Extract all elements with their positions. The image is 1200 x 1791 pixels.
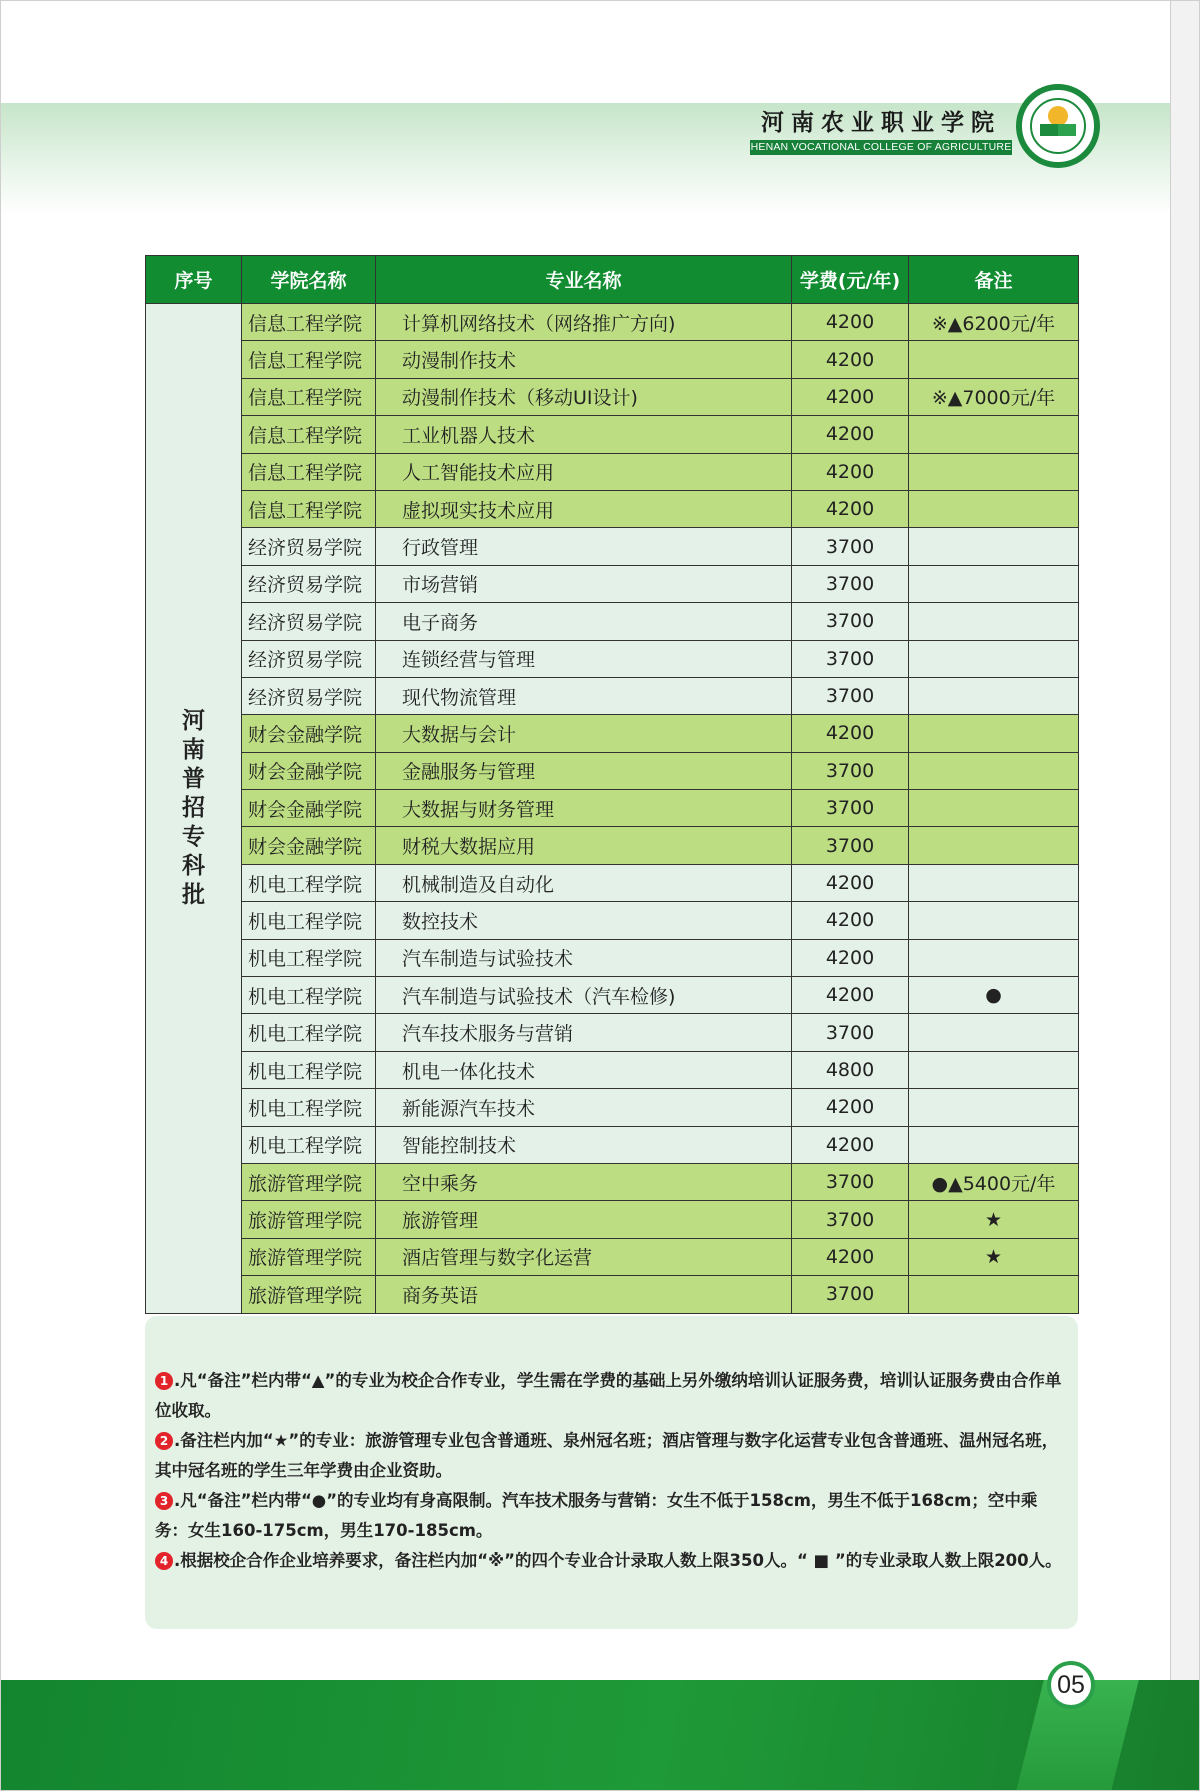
college-cell: 旅游管理学院 — [242, 1163, 376, 1200]
fee-cell: 3700 — [792, 1014, 909, 1051]
major-cell: 汽车制造与试验技术（汽车检修) — [376, 977, 792, 1014]
note-cell — [909, 1276, 1079, 1313]
table-row — [146, 827, 1079, 864]
fee-cell: 4200 — [792, 490, 909, 527]
note-cell: ●▲5400元/年 — [909, 1163, 1079, 1200]
college-cell: 机电工程学院 — [242, 977, 376, 1014]
note-item — [155, 1366, 1066, 1426]
college-cell: 信息工程学院 — [242, 304, 376, 341]
note-number-badge: 1 — [155, 1372, 173, 1390]
fee-cell: 4200 — [792, 378, 909, 415]
table-row — [146, 640, 1079, 677]
note-cell — [909, 603, 1079, 640]
major-cell: 市场营销 — [376, 565, 792, 602]
table-row — [146, 341, 1079, 378]
table-row — [146, 939, 1079, 976]
table-row — [146, 416, 1079, 453]
major-cell: 大数据与财务管理 — [376, 790, 792, 827]
page-edge-strip — [1170, 0, 1200, 1680]
batch-cell — [146, 304, 242, 1314]
major-cell: 财税大数据应用 — [376, 827, 792, 864]
note-cell — [909, 864, 1079, 901]
note-cell — [909, 416, 1079, 453]
fee-cell: 4800 — [792, 1051, 909, 1088]
college-cell: 机电工程学院 — [242, 1126, 376, 1163]
college-cell: 旅游管理学院 — [242, 1238, 376, 1275]
table-row — [146, 1238, 1079, 1275]
college-cell: 旅游管理学院 — [242, 1201, 376, 1238]
note-cell — [909, 341, 1079, 378]
college-cell: 机电工程学院 — [242, 1089, 376, 1126]
fee-cell: 3700 — [792, 528, 909, 565]
table-row — [146, 304, 1079, 341]
major-cell: 酒店管理与数字化运营 — [376, 1238, 792, 1275]
major-cell: 汽车技术服务与营销 — [376, 1014, 792, 1051]
college-name-en: HENAN VOCATIONAL COLLEGE OF AGRICULTURE — [750, 141, 1012, 153]
fee-cell: 4200 — [792, 1126, 909, 1163]
table-row — [146, 378, 1079, 415]
major-cell: 汽车制造与试验技术 — [376, 939, 792, 976]
note-cell — [909, 677, 1079, 714]
college-emblem-icon — [1016, 84, 1100, 168]
major-cell: 旅游管理 — [376, 1201, 792, 1238]
fee-cell: 4200 — [792, 939, 909, 976]
note-text: .凡“备注”栏内带“●”的专业均有身高限制。汽车技术服务与营销：女生不低于158cm，男生不低于168cm；空中乘务：女生160-175cm，男生170-185cm。 — [155, 1491, 1038, 1540]
notes-box — [145, 1316, 1078, 1629]
note-cell — [909, 453, 1079, 490]
table-row — [146, 677, 1079, 714]
table-row — [146, 528, 1079, 565]
table-row — [146, 977, 1079, 1014]
college-cell: 财会金融学院 — [242, 715, 376, 752]
college-cell: 信息工程学院 — [242, 378, 376, 415]
column-header: 专业名称 — [376, 256, 792, 304]
fee-cell: 3700 — [792, 1163, 909, 1200]
major-cell: 现代物流管理 — [376, 677, 792, 714]
note-cell: ★ — [909, 1238, 1079, 1275]
fee-cell: 3700 — [792, 603, 909, 640]
college-cell: 旅游管理学院 — [242, 1276, 376, 1313]
column-header: 学院名称 — [242, 256, 376, 304]
footer-band — [0, 1680, 1200, 1791]
major-cell: 计算机网络技术（网络推广方向) — [376, 304, 792, 341]
note-text: .凡“备注”栏内带“▲”的专业为校企合作专业，学生需在学费的基础上另外缴纳培训认证服务费，培训认证服务费由合作单位收取。 — [155, 1371, 1062, 1420]
fee-cell: 3700 — [792, 640, 909, 677]
table-row — [146, 1276, 1079, 1313]
major-cell: 智能控制技术 — [376, 1126, 792, 1163]
note-cell — [909, 565, 1079, 602]
college-cell: 财会金融学院 — [242, 790, 376, 827]
fee-cell: 4200 — [792, 453, 909, 490]
note-cell: ★ — [909, 1201, 1079, 1238]
table-row — [146, 790, 1079, 827]
note-cell — [909, 1089, 1079, 1126]
table-header-row — [146, 256, 1079, 304]
fee-cell: 3700 — [792, 790, 909, 827]
major-cell: 金融服务与管理 — [376, 752, 792, 789]
note-cell — [909, 490, 1079, 527]
college-cell: 机电工程学院 — [242, 864, 376, 901]
major-cell: 机械制造及自动化 — [376, 864, 792, 901]
note-number-badge: 2 — [155, 1432, 173, 1450]
fee-cell: 3700 — [792, 565, 909, 602]
table-row — [146, 864, 1079, 901]
fee-cell: 4200 — [792, 715, 909, 752]
major-cell: 商务英语 — [376, 1276, 792, 1313]
fee-cell: 4200 — [792, 304, 909, 341]
note-text: .根据校企合作企业培养要求，备注栏内加“※”的四个专业合计录取人数上限350人。“ ■ ”的专业录取人数上限200人。 — [174, 1551, 1062, 1570]
note-cell: ※▲7000元/年 — [909, 378, 1079, 415]
table-row — [146, 902, 1079, 939]
note-item — [155, 1426, 1066, 1486]
batch-label: 河南普招专科批 — [182, 707, 205, 908]
major-cell: 机电一体化技术 — [376, 1051, 792, 1088]
note-number-badge: 4 — [155, 1552, 173, 1570]
table-row — [146, 453, 1079, 490]
table-row — [146, 565, 1079, 602]
fee-cell: 3700 — [792, 752, 909, 789]
note-cell: ● — [909, 977, 1079, 1014]
note-cell — [909, 827, 1079, 864]
fee-cell: 4200 — [792, 977, 909, 1014]
major-cell: 虚拟现实技术应用 — [376, 490, 792, 527]
college-title — [750, 108, 1012, 155]
fee-cell: 4200 — [792, 864, 909, 901]
college-cell: 经济贸易学院 — [242, 677, 376, 714]
college-cell: 信息工程学院 — [242, 490, 376, 527]
major-cell: 人工智能技术应用 — [376, 453, 792, 490]
note-cell: ※▲6200元/年 — [909, 304, 1079, 341]
fee-cell: 4200 — [792, 1238, 909, 1275]
college-cell: 信息工程学院 — [242, 453, 376, 490]
tuition-table — [145, 255, 1079, 1314]
note-cell — [909, 1126, 1079, 1163]
fee-cell: 3700 — [792, 1276, 909, 1313]
college-cell: 经济贸易学院 — [242, 640, 376, 677]
college-cell: 财会金融学院 — [242, 752, 376, 789]
column-header: 备注 — [909, 256, 1079, 304]
note-cell — [909, 640, 1079, 677]
major-cell: 数控技术 — [376, 902, 792, 939]
note-cell — [909, 528, 1079, 565]
college-cell: 信息工程学院 — [242, 341, 376, 378]
note-cell — [909, 715, 1079, 752]
table-row — [146, 752, 1079, 789]
college-cell: 财会金融学院 — [242, 827, 376, 864]
major-cell: 电子商务 — [376, 603, 792, 640]
college-cell: 机电工程学院 — [242, 902, 376, 939]
college-cell: 经济贸易学院 — [242, 528, 376, 565]
table-row — [146, 1089, 1079, 1126]
page-number: 05 — [1047, 1661, 1095, 1709]
college-cell: 经济贸易学院 — [242, 603, 376, 640]
college-cell: 机电工程学院 — [242, 1014, 376, 1051]
note-item — [155, 1486, 1066, 1546]
fee-cell: 3700 — [792, 677, 909, 714]
table-row — [146, 715, 1079, 752]
major-cell: 动漫制作技术（移动UI设计) — [376, 378, 792, 415]
table-row — [146, 490, 1079, 527]
note-cell — [909, 790, 1079, 827]
note-text: .备注栏内加“★”的专业：旅游管理专业包含普通班、泉州冠名班；酒店管理与数字化运营专业包含普通班、温州冠名班，其中冠名班的学生三年学费由企业资助。 — [155, 1431, 1059, 1480]
table-row — [146, 1014, 1079, 1051]
fee-cell: 4200 — [792, 416, 909, 453]
note-number-badge: 3 — [155, 1492, 173, 1510]
college-name-cn: 河南农业职业学院 — [761, 109, 1001, 136]
college-cell: 信息工程学院 — [242, 416, 376, 453]
fee-cell: 3700 — [792, 1201, 909, 1238]
note-cell — [909, 1051, 1079, 1088]
major-cell: 空中乘务 — [376, 1163, 792, 1200]
fee-cell: 3700 — [792, 827, 909, 864]
table-row — [146, 1126, 1079, 1163]
major-cell: 大数据与会计 — [376, 715, 792, 752]
fee-cell: 4200 — [792, 1089, 909, 1126]
note-item — [155, 1546, 1066, 1576]
note-cell — [909, 902, 1079, 939]
note-cell — [909, 752, 1079, 789]
table-row — [146, 603, 1079, 640]
table-body — [146, 304, 1079, 1314]
table-row — [146, 1201, 1079, 1238]
column-header: 学费(元/年) — [792, 256, 909, 304]
table-row — [146, 1163, 1079, 1200]
major-cell: 行政管理 — [376, 528, 792, 565]
major-cell: 连锁经营与管理 — [376, 640, 792, 677]
major-cell: 工业机器人技术 — [376, 416, 792, 453]
major-cell: 新能源汽车技术 — [376, 1089, 792, 1126]
fee-cell: 4200 — [792, 902, 909, 939]
fee-cell: 4200 — [792, 341, 909, 378]
column-header: 序号 — [146, 256, 242, 304]
college-cell: 经济贸易学院 — [242, 565, 376, 602]
major-cell: 动漫制作技术 — [376, 341, 792, 378]
table-row — [146, 1051, 1079, 1088]
college-cell: 机电工程学院 — [242, 1051, 376, 1088]
note-cell — [909, 939, 1079, 976]
note-cell — [909, 1014, 1079, 1051]
college-cell: 机电工程学院 — [242, 939, 376, 976]
